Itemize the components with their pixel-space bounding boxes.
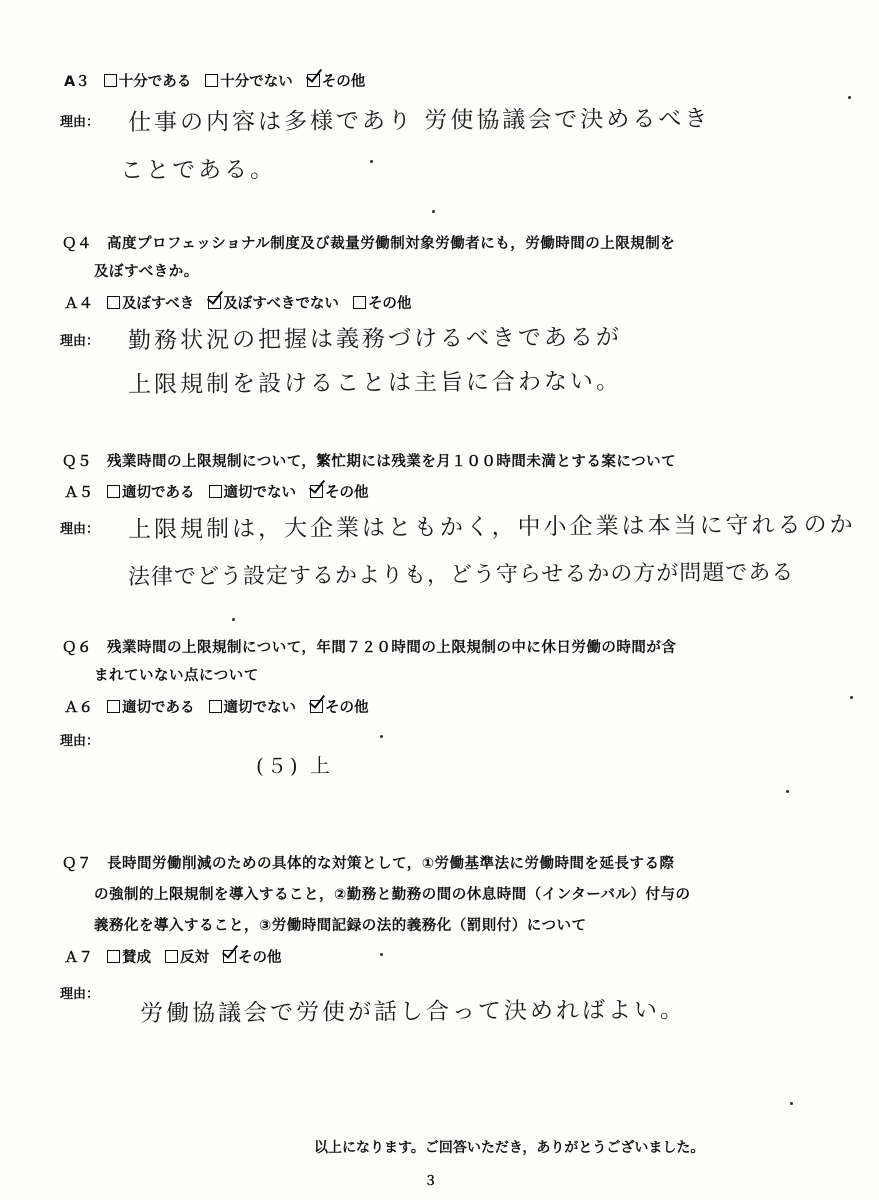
a5-option-other[interactable]: その他 (310, 481, 369, 502)
checkbox-icon[interactable] (205, 74, 218, 87)
q6-question-line-1: Ｑ６ 残業時間の上限規制について，年間７２０時間の上限規制の中に休日労働の時間が含 (62, 640, 677, 656)
scan-speck (432, 210, 435, 213)
a7-option-agree[interactable]: 賛成 (107, 946, 151, 967)
checked-checkbox-icon[interactable] (208, 296, 221, 309)
a4-label: Ａ４ (64, 296, 93, 312)
a3-option-insufficient[interactable]: 十分でない (205, 70, 293, 91)
a6-option-appropriate[interactable]: 適切である (107, 696, 195, 717)
scan-speck (380, 735, 383, 738)
checkbox-icon[interactable] (209, 700, 222, 713)
a5-options (64, 481, 383, 502)
a3-option-sufficient[interactable]: 十分である (104, 70, 192, 91)
a7-label: Ａ７ (64, 950, 93, 966)
q7-reason-line-1: 労働協議会で労使が話し合って決めればよい。 (139, 997, 687, 1027)
q5-reason-label: 理由： (60, 522, 100, 537)
checkbox-icon[interactable] (209, 485, 222, 498)
a6-label: Ａ６ (64, 700, 93, 716)
a7-option-other[interactable]: その他 (223, 946, 282, 967)
q5-reason-line-1: 上限規制は，大企業はともかく，中小企業は本当に守れるのか (127, 511, 856, 543)
a4-option-should-not[interactable]: 及ぼすべきでない (208, 292, 339, 313)
scan-speck (790, 1102, 793, 1105)
checked-checkbox-icon[interactable] (307, 74, 320, 87)
q4-question-line-2: 及ぼすべきか。 (94, 264, 199, 280)
a7-options (64, 946, 296, 967)
q5-question-line: Ｑ５ 残業時間の上限規制について，繁忙期には残業を月１００時間未満とする案について (62, 454, 677, 470)
a5-option-inappropriate[interactable]: 適切でない (209, 481, 297, 502)
q4-reason-line-1: 勤務状況の把握は義務づけるべきであるが (127, 324, 623, 354)
checkbox-icon[interactable] (107, 485, 120, 498)
scan-speck (232, 618, 235, 621)
q4-question-line-1: Ｑ４ 高度プロフェッショナル制度及び裁量労働制対象労働者にも，労働時間の上限規制を (62, 236, 676, 252)
a3-reason-line-2: ことである。 (119, 156, 277, 184)
checkbox-icon[interactable] (104, 74, 117, 87)
a4-option-other[interactable]: その他 (353, 292, 412, 313)
a6-option-inappropriate[interactable]: 適切でない (209, 696, 297, 717)
a4-option-should[interactable]: 及ぼすべき (107, 292, 194, 313)
scan-speck (848, 96, 851, 99)
checked-checkbox-icon[interactable] (310, 700, 323, 713)
checkbox-icon[interactable] (107, 296, 120, 309)
scan-speck (786, 790, 789, 793)
closing-note: 以上になります。ご回答いただき，ありがとうございました。 (314, 1140, 705, 1156)
scan-speck (370, 160, 373, 163)
a6-options (64, 696, 383, 717)
a5-option-appropriate[interactable]: 適切である (107, 481, 195, 502)
q7-question-line-2: の強制的上限規制を導入すること，②勤務と勤務の間の休息時間（インターバル）付与の (94, 887, 691, 903)
a3-reason-line-1: 仕事の内容は多様であり 労使協議会で決めるべき (127, 105, 711, 136)
a3-label: A３ (64, 74, 90, 90)
scan-speck (380, 953, 383, 956)
a7-option-disagree[interactable]: 反対 (165, 946, 209, 967)
checkbox-icon[interactable] (165, 950, 178, 963)
checked-checkbox-icon[interactable] (223, 950, 236, 963)
q5-reason-line-2: 法律でどう設定するかよりも，どう守らせるかの方が問題である (127, 560, 795, 590)
q6-reason-line-1: (５) 上 (255, 753, 334, 778)
q7-question-line-3: 義務化を導入すること，③労働時間記録の法的義務化（罰則付）について (94, 918, 587, 934)
a5-label: Ａ５ (64, 485, 93, 501)
checkbox-icon[interactable] (107, 950, 120, 963)
a3-option-other[interactable]: その他 (307, 70, 366, 91)
q7-reason-label: 理由： (60, 987, 100, 1002)
page-number: ３ (424, 1174, 438, 1189)
q6-reason-label: 理由： (60, 734, 100, 749)
checkbox-icon[interactable] (353, 296, 366, 309)
checked-checkbox-icon[interactable] (310, 485, 323, 498)
checkbox-icon[interactable] (107, 700, 120, 713)
a6-option-other[interactable]: その他 (310, 696, 369, 717)
a3-reason-label: 理由： (60, 115, 100, 130)
q4-reason-line-2: 上限規制を設けることは主旨に合わない。 (127, 368, 623, 398)
q4-reason-label: 理由： (60, 334, 100, 349)
a4-options (64, 292, 425, 313)
a3-options (64, 70, 379, 91)
q6-question-line-2: まれていない点について (94, 668, 259, 684)
q7-question-line-1: Ｑ７ 長時間労働削減のための具体的な対策として，①労働基準法に労働時間を延長する際 (62, 856, 675, 872)
scan-speck (850, 696, 853, 699)
